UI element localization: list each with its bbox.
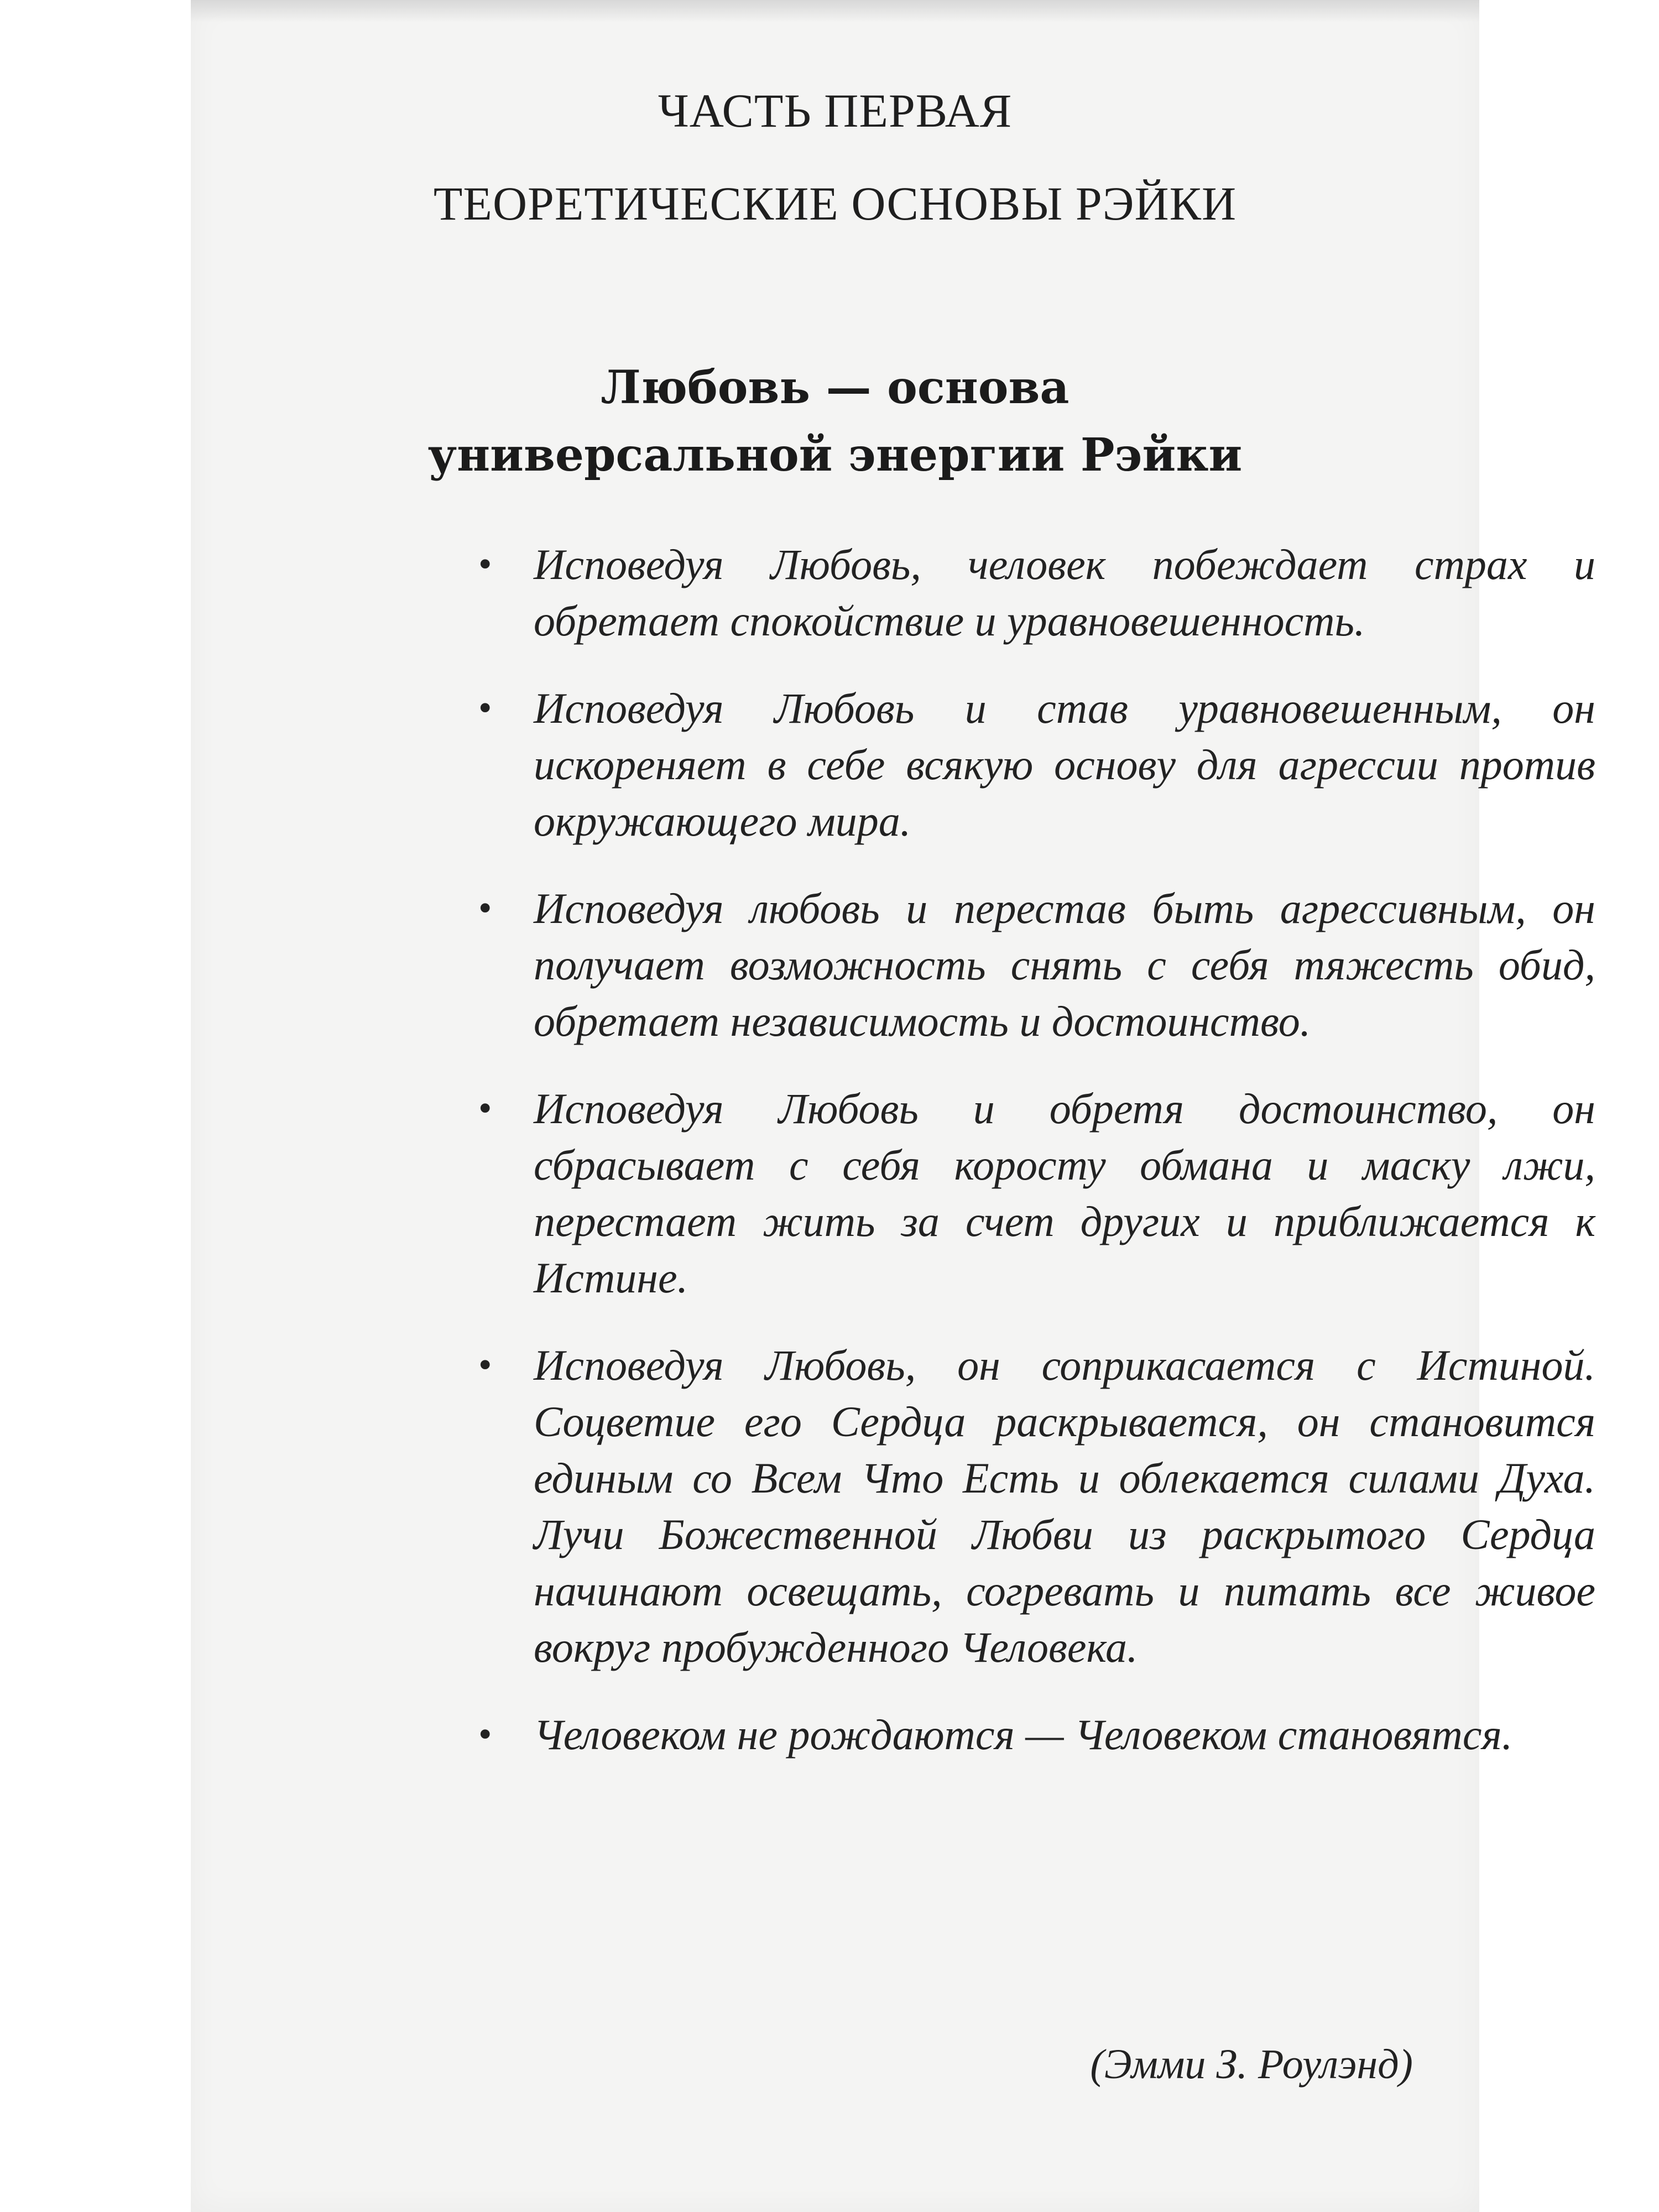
book-page <box>191 0 1595 2212</box>
section-title-line1: Любовь — основа <box>601 361 1070 414</box>
bullet-item <box>478 536 1595 649</box>
bullet-text: Исповедуя Любовь и обретя достоинство, он сбрасывает с себя коросту обмана и маску лжи, перестает жить за счет других и приближается к Истине. <box>534 1084 1595 1302</box>
bullet-text: Исповедуя Любовь, человек побеждает страх и обретает спокойствие и уравновешенность. <box>534 540 1595 645</box>
page-edge-shadow <box>191 0 1479 22</box>
bullet-item <box>478 680 1595 849</box>
bullet-marker: • <box>478 1344 492 1386</box>
bullet-text: Исповедуя любовь и перестав быть агрессивным, он получает возможность снять с себя тяжесть обид, обретает независимость и достоинство. <box>534 884 1595 1045</box>
section-title <box>191 354 1479 489</box>
bullet-item <box>478 1337 1595 1676</box>
bullet-text: Человеком не рождаются — Человеком становятся. <box>534 1710 1513 1759</box>
bullet-text: Исповедуя Любовь и став уравновешенным, он искореняет в себе всякую основу для агрессии против окружающего мира. <box>534 684 1595 845</box>
bullet-item <box>478 1081 1595 1306</box>
bullet-marker: • <box>478 887 492 930</box>
bullet-item <box>478 880 1595 1050</box>
bullet-marker: • <box>478 543 492 586</box>
bullet-marker: • <box>478 1087 492 1130</box>
bullet-marker: • <box>478 687 492 729</box>
bullet-item <box>478 1707 1595 1763</box>
part-title: ТЕОРЕТИЧЕСКИЕ ОСНОВЫ РЭЙКИ <box>433 177 1237 230</box>
bullet-text: Исповедуя Любовь, он соприкасается с Истиной. Соцветие его Сердца раскрывается, он становится единым со Всем Что Есть и облекается силами Духа. Лучи Божественной Любви из раскрытого Сердца начинают освещать, согревать и питать все живое вокруг пробужденного Человека. <box>534 1341 1595 1671</box>
bullet-list <box>478 536 1595 1794</box>
section-title-line2: универсальной энергии Рэйки <box>427 429 1243 482</box>
quote-attribution: (Эмми З. Роулэнд) <box>1090 2041 1413 2088</box>
part-label: ЧАСТЬ ПЕРВАЯ <box>658 84 1013 137</box>
bullet-marker: • <box>478 1713 492 1756</box>
